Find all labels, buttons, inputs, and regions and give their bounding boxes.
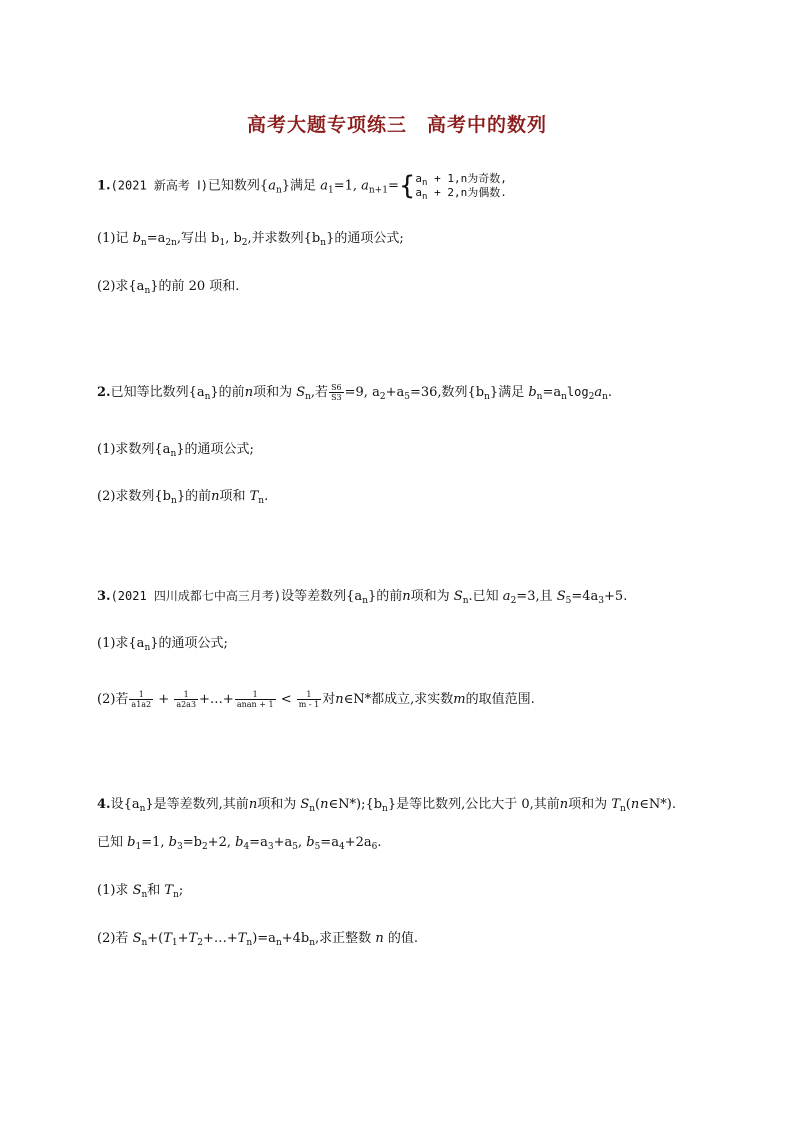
q4-part1: (1)求 $S_n$和 $T_n$; [97,883,184,900]
q3-part1: (1)求$\{a_n\}$的通项公式; [97,636,228,653]
page-title: 高考大题专项练三 高考中的数列 [246,114,547,136]
fraction-n: $\frac{1}{\text{anan + 1}}$ [236,690,274,709]
fraction-1: $\frac{1}{a1a2}$ [131,690,152,709]
q1-part1: (1)记 $b_n=a_{2n}$,写出 $b_1$, $b_2$,并求数列$\{b_n\}$的通项公式; [97,231,404,248]
q1-part2: (2)求$\{a_n\}$的前 20 项和. [97,279,240,296]
q3-part2: (2)若 $\frac{1}{a1a2}$ + $\frac{1}{a2a3}$ +…+ $\frac{1}{\text{anan + 1}}$ < $\frac{1}{m - 1}$ 对n∈N*都成立,求实数m的取值范围. [97,690,535,709]
fraction-2: $\frac{1}{a2a3}$ [176,690,197,709]
s6-over-s3-fraction: $\frac{S6}{S3}$ [331,383,342,402]
q1-stem: 1.(2021 新高考 Ⅰ)已知数列$\{a_n\}$满足 $a_1=1$, $a_{n+1}=${ $a_n + 1,n$为奇数, $a_n + 2,n$为偶数. [97,171,507,202]
q2-part2: (2)求数列$\{b_n\}$的前n项和 $T_n$. [97,489,269,506]
piecewise-definition: { $a_n + 1,n$为奇数, $a_n + 2,n$为偶数. [398,171,507,202]
q4-stem-line1: 4.设$\{a_n\}$是等差数列,其前n项和为 $S_n(n\in N*);\{b_n\}$是等比数列,公比大于 0,其前n项和为 $T_n(n\in N*)$. [97,797,676,814]
q4-stem-line2: 已知 $b_1=1$, $b_3=b_2+2$, $b_4=a_3+a_5$, $b_5=a_4+2a_6$. [97,835,382,852]
q4-part2: (2)若 $S_n+(T_1+T_2+\dots+T_n)=a_n+4b_n$,求正整数 n 的值. [97,931,418,948]
q3-stem: 3.(2021 四川成都七中高三月考)设等差数列$\{a_n\}$的前n项和为 $S_n$.已知 $a_2=3$,且 $S_5=4a_3+5$. [97,589,628,606]
q2-stem: 2.已知等比数列$\{a_n\}$的前n项和为 $S_n$,若 $\frac{S6}{S3}$ =9, $a_2+a_5=36$,数列$\{b_n\}$满足 $b_n=a_n\log_2a_n$. [97,383,613,402]
fraction-m: $\frac{1}{m - 1}$ [298,690,320,709]
q2-part1: (1)求数列$\{a_n\}$的通项公式; [97,442,254,459]
